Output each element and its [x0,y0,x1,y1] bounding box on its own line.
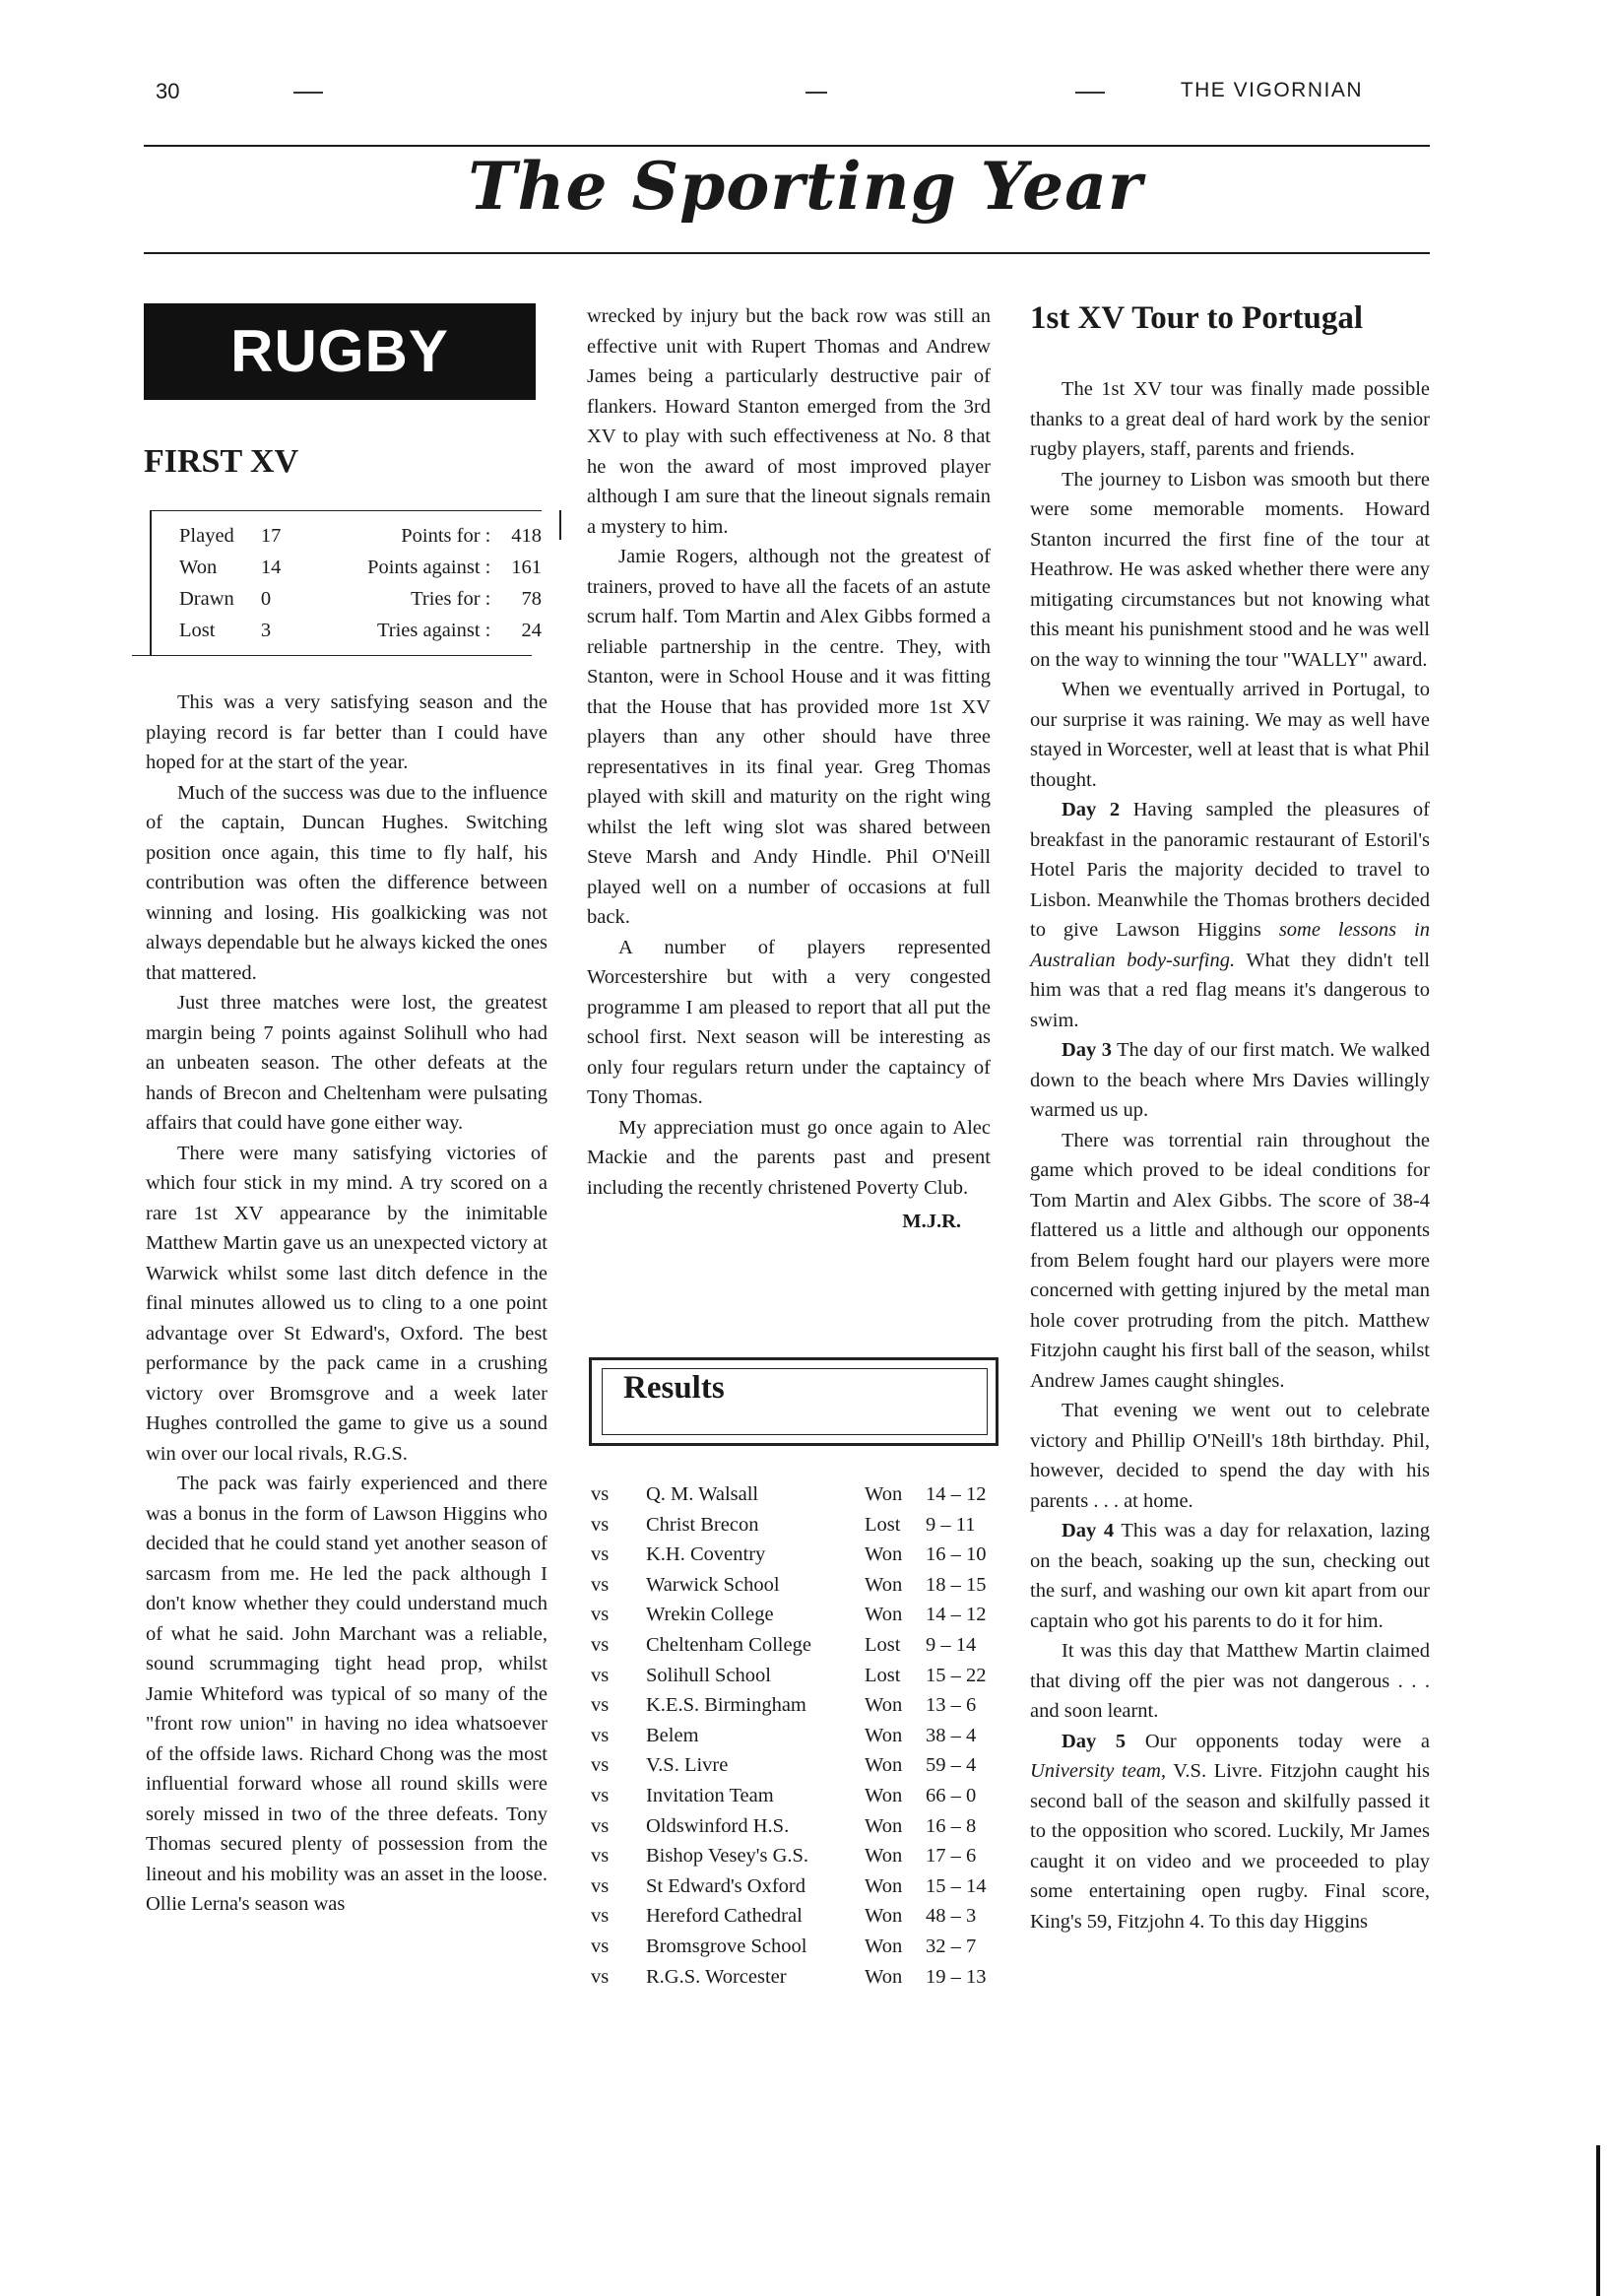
stats-tick [559,510,561,540]
match-score: 14 – 12 [926,1604,987,1626]
opponent-name: K.H. Coventry [646,1543,766,1566]
author-signature: M.J.R. [902,1211,961,1232]
paragraph: When we eventually arrived in Portugal, to our surprise it was raining. We may as well have stayed in Worcester, well at least that is what Phil thought. [1030,679,1430,791]
stat-value: 17 [260,525,282,547]
opponent-name: Christ Brecon [646,1513,759,1536]
text-run: Having sampled the pleasures of breakfast in the panoramic restaurant of Estoril's Hotel Paris the majority decided to travel to Lisbon. Meanwhile the Thomas brothers decided to give Lawson Higgins [1030,799,1430,941]
vs-label: vs [591,1845,610,1868]
paragraph: wrecked by injury but the back row was still an effective unit with Rupert Thomas and Andrew James being a particularly destructive pair of flankers. Howard Stanton emerged from the 3rd XV to play with such effectiveness at No. 8 that he won the award of most improved player although I am sure that the lineout signals remain a mystery to him. [587,305,991,538]
paragraph: My appreciation must go once again to Alec Mackie and the parents past and present including the recently christened Poverty Club. [587,1116,991,1199]
opponent-name: St Edward's Oxford [646,1874,806,1897]
vs-label: vs [591,1483,610,1505]
match-score: 48 – 3 [926,1905,977,1928]
opponent-name: Invitation Team [646,1784,774,1806]
stat-value: 161 [511,557,542,578]
vs-label: vs [591,1784,610,1806]
stat-label: Points for : [401,525,491,547]
text-run: This was a day for relaxation, lazing on the beach, soaking up the sun, checking out the surf, and washing our own kit apart from our captain who got his parents to do it for him. [1030,1520,1431,1632]
vs-label: vs [591,1724,610,1746]
day-label: Day 4 [1062,1520,1115,1542]
title-rule [144,252,1430,254]
vs-label: vs [591,1814,610,1837]
stat-value: 24 [521,620,542,641]
vs-label: vs [591,1604,610,1626]
stat-value: 3 [260,620,272,641]
results-heading-box [589,1357,999,1446]
header-dash [293,92,323,94]
paragraph: It was this day that Matthew Martin claimed that diving off the pier was not dangerous . . . and soon learnt. [1030,1640,1430,1722]
match-score: 18 – 15 [926,1573,987,1596]
paragraph: Much of the success was due to the influence of the captain, Duncan Hughes. Switching position once again, this time to fly half, his contribution was often the difference between winning and losing. His goalkicking was not always dependable but he always kicked the ones that mattered. [146,781,548,984]
paragraph: The pack was fairly experienced and there was a bonus in the form of Lawson Higgins who decided that he could stand yet another season of sarcasm from me. He led the pack although I don't know whether they could understand much of what he said. John Marchant was a reliable, sound scrummaging tight head prop, whilst Jamie Whiteford was typical of so many of the "front row union" in having no idea whatsoever of the offside laws. Richard Chong was the most influential forward whose all round skills were sorely missed in two of the three defeats. Tony Thomas secured plenty of possession from the lineout and his mobility was an asset in the loose. Ollie Lerna's season was [146,1473,548,1915]
vs-label: vs [591,1935,610,1957]
vs-label: vs [591,1905,610,1928]
section-heading: FIRST XV [144,443,299,480]
opponent-name: Belem [646,1724,699,1746]
match-result: Won [865,1814,903,1837]
match-score: 9 – 14 [926,1633,977,1656]
stat-label: Tries for : [411,588,491,610]
match-score: 15 – 14 [926,1874,987,1897]
opponent-name: Warwick School [646,1573,780,1596]
opponent-name: Bromsgrove School [646,1935,807,1957]
paragraph: This was a very satisfying season and the playing record is far better than I could have hoped for at the start of the year. [146,691,548,773]
match-score: 38 – 4 [926,1724,977,1746]
match-result: Won [865,1543,903,1566]
match-result: Won [865,1724,903,1746]
vs-label: vs [591,1513,610,1536]
stats-bottom-rule [132,655,532,656]
vs-label: vs [591,1664,610,1686]
opponent-name: Solihull School [646,1664,772,1686]
paragraph: There was torrential rain throughout the game which proved to be ideal conditions for Tom Martin and Alex Gibbs. The score of 38-4 flattered us a little and although our opponents from Belem fought hard our players were more concerned with getting injured by the metal man hole cover protruding from the pitch. Matthew Fitzjohn caught his first ball of the season, whilst Andrew James caught shingles. [1030,1129,1430,1392]
match-score: 9 – 11 [926,1513,976,1536]
stat-label: Lost [179,620,216,641]
day-label: Day 3 [1062,1039,1113,1061]
stat-label: Played [179,525,234,547]
day-label: Day 5 [1062,1730,1127,1752]
column-1-text [146,688,548,1920]
paragraph: The 1st XV tour was finally made possible thanks to a great deal of hard work by the senior rugby players, staff, parents and friends. [1030,378,1430,460]
match-score: 32 – 7 [926,1935,977,1957]
match-score: 59 – 4 [926,1754,977,1777]
match-result: Won [865,1694,903,1717]
text-run: What they didn't tell him was that a red flag means it's dangerous to swim. [1030,949,1430,1031]
paragraph [1030,795,1430,1035]
match-score: 16 – 10 [926,1543,987,1566]
match-result: Lost [865,1664,901,1686]
match-result: Won [865,1573,903,1596]
opponent-name: V.S. Livre [646,1754,729,1777]
header-dash [806,92,827,94]
column-3-text [1030,374,1430,1936]
text-run: V.S. Livre. Fitzjohn caught his second ball of the season and skilfully passed it to the opposition who scored. Luckily, Mr James caught it on video and we proceeded to play some entertaining open rugby. Final score, King's 59, Fitzjohn 4. To this day Higgins [1030,1760,1430,1933]
stats-row [179,583,542,615]
stat-label: Drawn [179,588,234,610]
match-result: Won [865,1604,903,1626]
opponent-name: Q. M. Walsall [646,1483,759,1505]
paragraph: Just three matches were lost, the greatest margin being 7 points against Solihull who had an unbeaten season. The other defeats at the hands of Brecon and Cheltenham were pulsating affairs that could have gone either way. [146,992,548,1134]
rugby-banner: RUGBY [144,303,536,400]
match-score: 19 – 13 [926,1965,987,1988]
match-score: 17 – 6 [926,1845,977,1868]
paragraph: That evening we went out to celebrate victory and Phillip O'Neill's 18th birthday. Phil, however, decided to spend the day with his parents . . . at home. [1030,1400,1430,1512]
results-title: Results [623,1370,725,1406]
opponent-name: Hereford Cathedral [646,1905,803,1928]
stat-value: 0 [260,588,272,610]
match-result: Won [865,1905,903,1928]
season-stats [150,510,542,656]
match-score: 66 – 0 [926,1784,977,1806]
text-run: University team, [1030,1760,1166,1782]
opponent-name: R.G.S. Worcester [646,1965,787,1988]
vs-label: vs [591,1573,610,1596]
paragraph: There were many satisfying victories of which four stick in my mind. A try scored on a rare 1st XV appearance by the inimitable Matthew Martin gave us an unexpected victory at Warwick whilst some last ditch defence in the final minutes allowed us to cling to a one point advantage over St Edward's, Oxford. The best performance by the pack came in a crushing victory over Bromsgrove and a week later Hughes controlled the game to give us a sound win over our local rivals, R.G.S. [146,1142,548,1465]
stats-table [179,520,542,646]
text-run: Our opponents today were a [1126,1730,1430,1752]
paragraph [1030,1516,1430,1636]
scan-edge-bar [1596,2145,1600,2296]
match-result: Lost [865,1633,901,1656]
journal-name: THE VIGORNIAN [1180,79,1363,101]
stats-top-rule [152,510,542,511]
column-2-text [587,301,991,1237]
stat-label: Won [179,557,218,578]
stats-row [179,520,542,552]
opponent-name: Wrekin College [646,1604,774,1626]
day-label: Day 2 [1062,799,1121,820]
opponent-name: Cheltenham College [646,1633,811,1656]
match-result: Won [865,1754,903,1777]
match-result: Won [865,1845,903,1868]
paragraph: The journey to Lisbon was smooth but there were some memorable moments. Howard Stanton incurred the first fine of the tour at Heathrow. He was asked whether there were any mitigating circumstances but not knowing what this meant his punishment stood and he was well on the way to winning the tour "WALLY" award. [1030,468,1430,671]
vs-label: vs [591,1754,610,1777]
stat-label: Tries against : [376,620,491,641]
match-result: Won [865,1784,903,1806]
stat-value: 14 [260,557,282,578]
match-result: Won [865,1874,903,1897]
paragraph [1030,1727,1430,1937]
stats-row [179,615,542,646]
page-title: The Sporting Year [468,148,1143,225]
opponent-name: K.E.S. Birmingham [646,1694,806,1717]
opponent-name: Bishop Vesey's G.S. [646,1845,809,1868]
match-result: Won [865,1483,903,1505]
vs-label: vs [591,1874,610,1897]
paragraph [1030,1035,1430,1126]
opponent-name: Oldswinford H.S. [646,1814,790,1837]
paragraph: Jamie Rogers, although not the greatest of trainers, proved to have all the facets of an astute scrum half. Tom Martin and Alex Gibbs formed a reliable partnership in the centre. They, with Stanton, were in School House and it was fitting that the House that has provided more 1st XV players than any other should have three representatives in its final year. Greg Thomas played with skill and maturity on the right wing whilst the left wing slot was shared between Steve Marsh and Andy Hindle. Phil O'Neill played well on a number of occasions at full back. [587,546,991,928]
stat-label: Points against : [367,557,491,578]
match-score: 14 – 12 [926,1483,987,1505]
match-result: Won [865,1935,903,1957]
tour-heading: 1st XV Tour to Portugal [1030,300,1363,336]
vs-label: vs [591,1543,610,1566]
vs-label: vs [591,1694,610,1717]
match-result: Lost [865,1513,901,1536]
paragraph: A number of players represented Worcestershire but with a very congested programme I am pleased to report that all put the school first. Next season will be interesting as only four regulars return under the captaincy of Tony Thomas. [587,936,991,1108]
text-run: some lessons in Australian body-surfing. [1030,919,1430,971]
stats-row [179,552,542,583]
header-dash [1075,92,1105,94]
header-rule [144,145,1430,147]
vs-label: vs [591,1965,610,1988]
match-score: 13 – 6 [926,1694,977,1717]
page-number: 30 [156,79,180,103]
match-score: 16 – 8 [926,1814,977,1837]
match-score: 15 – 22 [926,1664,987,1686]
stat-value: 78 [521,588,542,610]
match-result: Won [865,1965,903,1988]
stat-value: 418 [511,525,542,547]
text-run: The day of our first match. We walked down to the beach where Mrs Davies willingly warmed us up. [1030,1039,1430,1121]
vs-label: vs [591,1633,610,1656]
